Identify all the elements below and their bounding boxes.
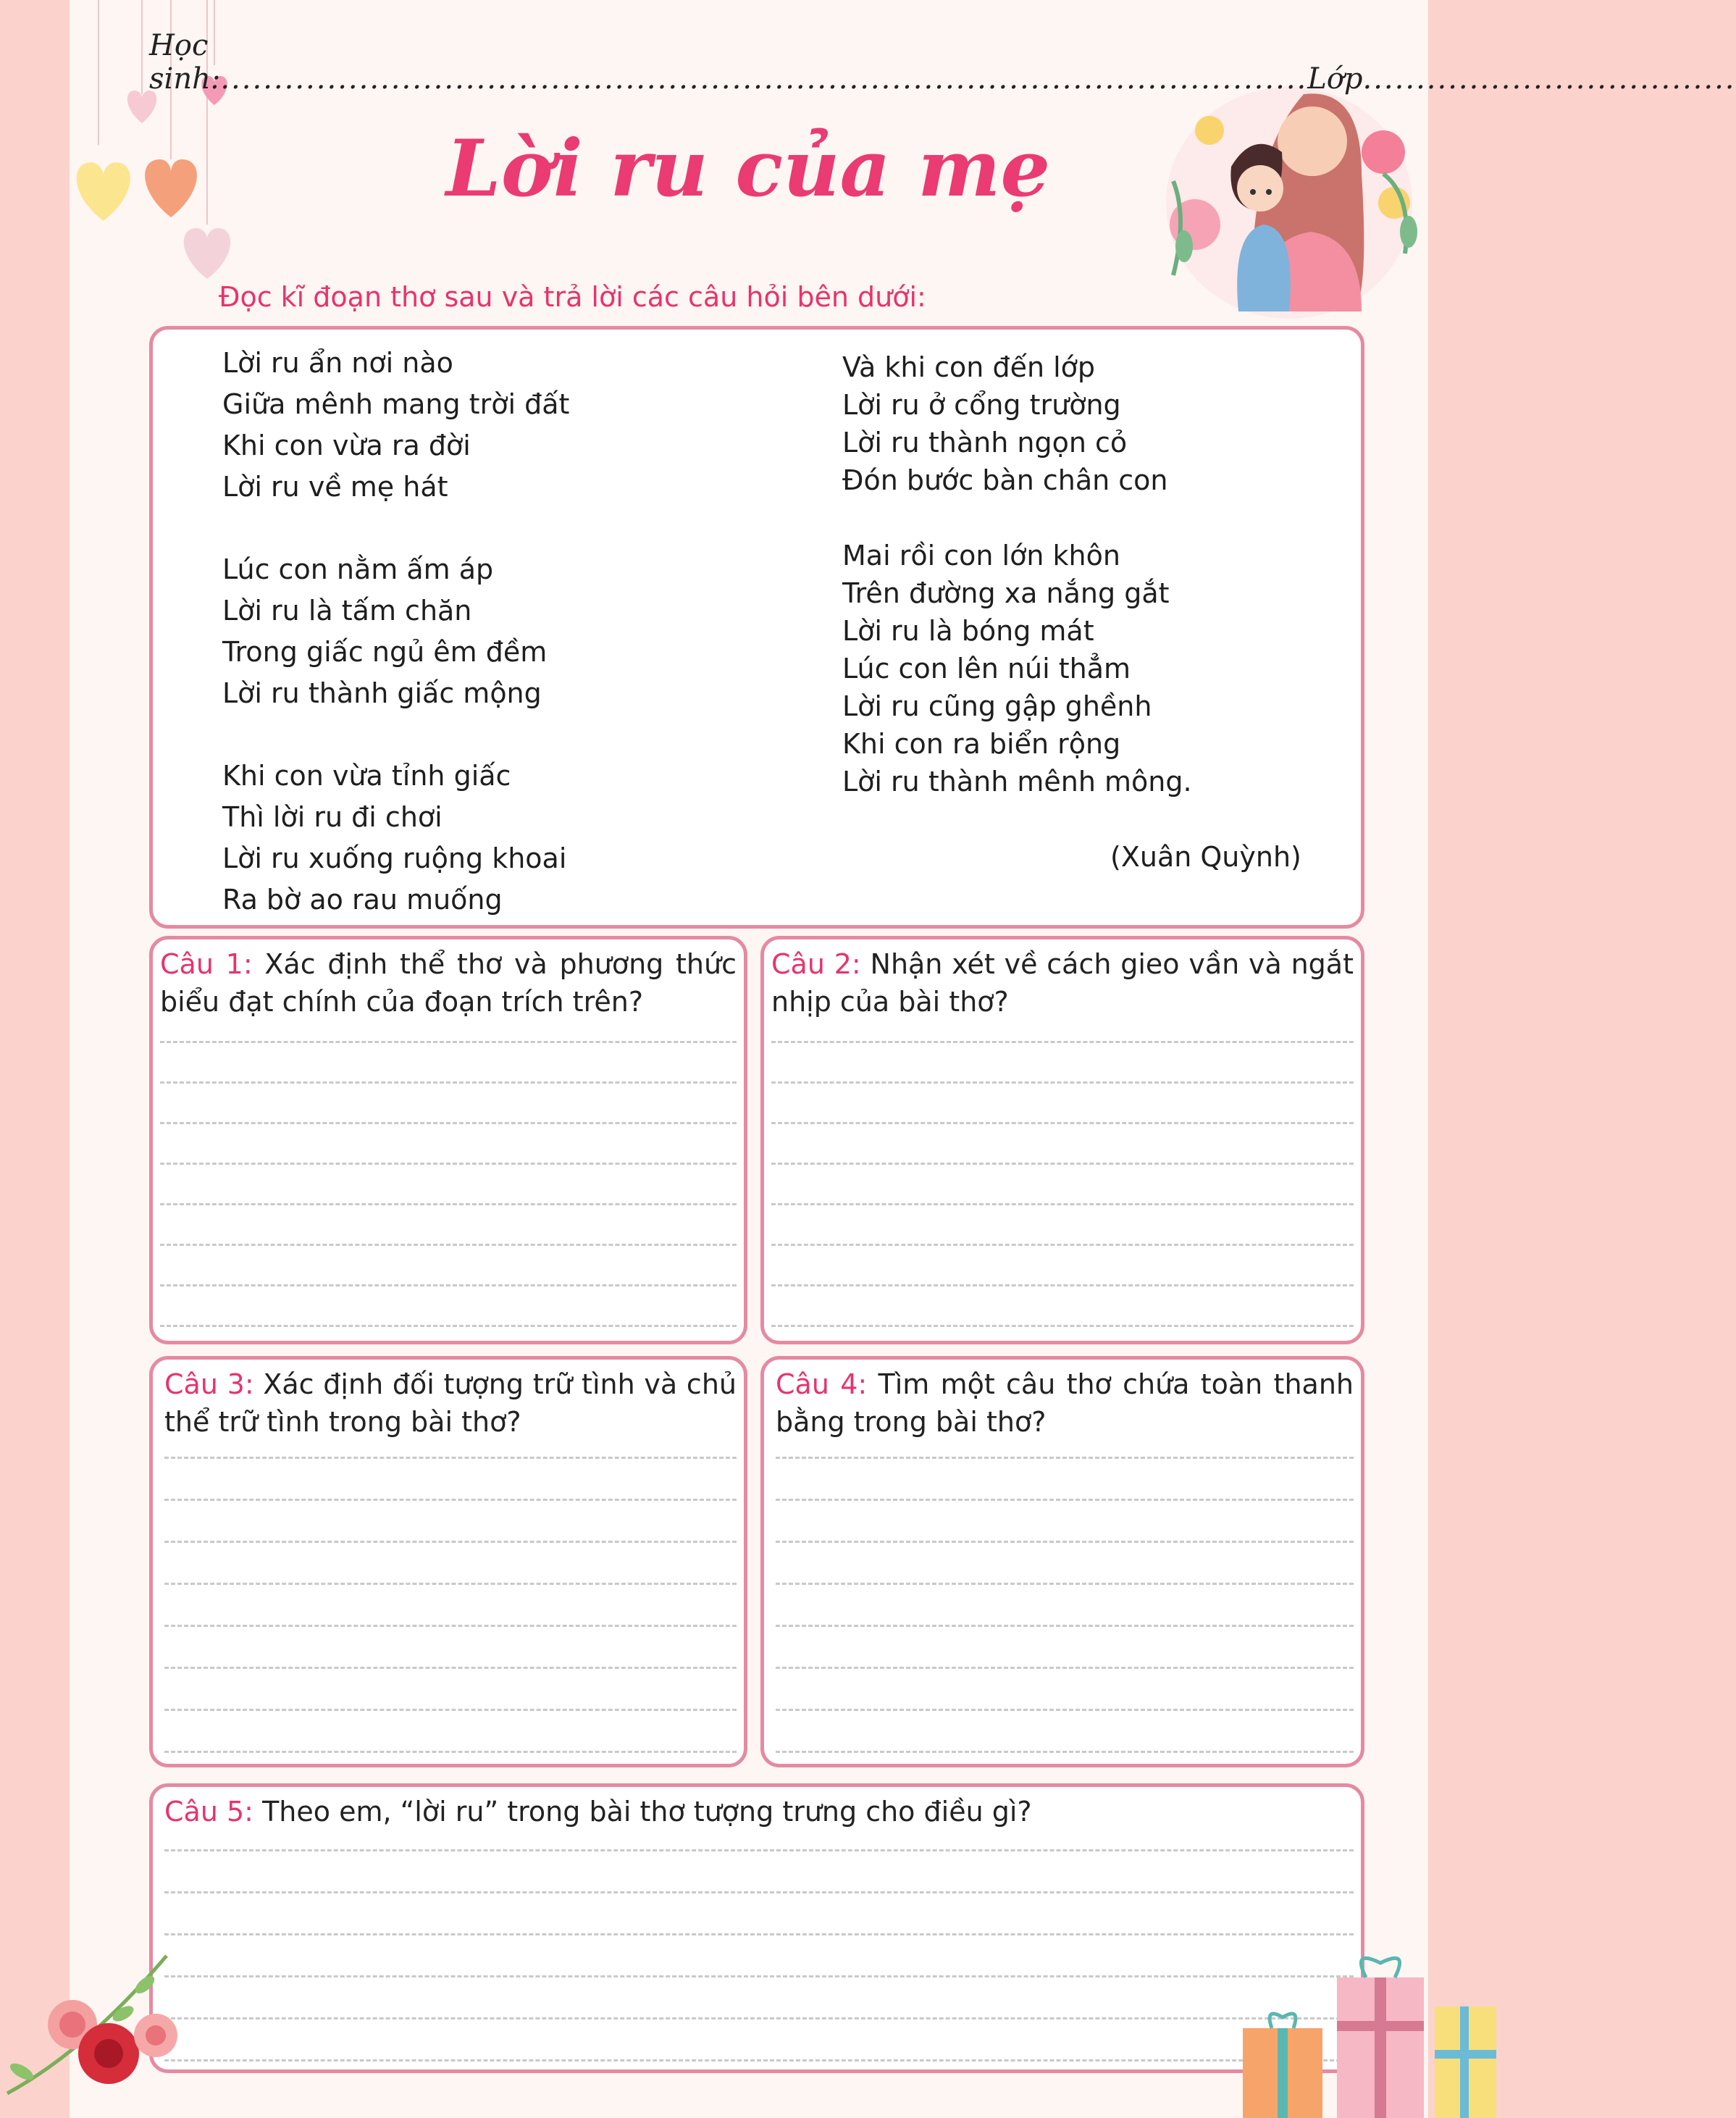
poem-line: Lời ru ở cổng trường [842, 389, 1121, 421]
poem-line: Trên đường xa nắng gắt [842, 577, 1170, 609]
answer-lines[interactable] [160, 1041, 737, 1331]
poem-line: Mai rồi con lớn khôn [842, 540, 1120, 572]
flower-decoration [0, 1949, 217, 2118]
poem-line: Lời ru về mẹ hát [222, 471, 448, 503]
question-prompt: Nhận xét về cách gieo vần và ngắt nhịp của bài thơ? [771, 948, 1354, 1018]
student-name-field[interactable]: ...................................................................................................... [220, 62, 1308, 96]
heart-icon [184, 228, 230, 279]
page-title: Lời ru của mẹ [445, 123, 1051, 214]
question-label: Câu 3: [164, 1368, 254, 1400]
class-field[interactable]: ................................... [1362, 62, 1736, 96]
poem-line: Lời ru thành giấc mộng [222, 677, 542, 709]
poem-line: Lúc con lên núi thẳm [842, 653, 1131, 685]
poem-line: Khi con vừa ra đời [222, 430, 471, 461]
student-info-line [149, 29, 1736, 96]
poem-line: Và khi con đến lớp [842, 351, 1096, 383]
poem-stanza [222, 549, 569, 714]
gift-boxes-decoration [1243, 1949, 1496, 2118]
poem-line: Giữa mênh mang trời đất [222, 388, 570, 420]
question-box-1 [149, 936, 747, 1344]
poem-stanza [222, 755, 569, 921]
student-label: Học sinh: [149, 29, 221, 96]
question-prompt: Xác định đối tượng trữ tình và chủ thể trữ tình trong bài thơ? [164, 1368, 737, 1438]
question-label: Câu 5: [164, 1796, 253, 1828]
poem-stanza [842, 348, 1301, 499]
poem-line: Ra bờ ao rau muống [222, 884, 503, 916]
poem-author: (Xuân Quỳnh) [1110, 841, 1301, 873]
poem-line: Thì lời ru đi chơi [222, 801, 443, 833]
poem-line: Trong giấc ngủ êm đềm [222, 636, 548, 668]
poem-line: Lời ru cũng gập ghềnh [842, 690, 1152, 722]
poem-line: Đón bước bàn chân con [842, 464, 1168, 496]
answer-lines[interactable] [164, 1849, 1354, 2067]
question-text [771, 945, 1354, 1021]
poem-line: Lời ru là bóng mát [842, 615, 1094, 647]
question-label: Câu 2: [771, 948, 861, 980]
poem-line: Lời ru xuống ruộng khoai [222, 842, 567, 874]
answer-lines[interactable] [164, 1457, 737, 1754]
poem-line: Lời ru thành ngọn cỏ [842, 427, 1128, 459]
poem-line: Lời ru ẩn nơi nào [222, 347, 453, 379]
question-text [776, 1365, 1354, 1441]
poem-stanza [842, 537, 1301, 800]
question-box-4 [760, 1356, 1364, 1767]
poem-line: Khi con ra biển rộng [842, 728, 1121, 760]
question-label: Câu 1: [160, 948, 253, 980]
question-text [164, 1793, 1354, 1830]
question-prompt: Xác định thể thơ và phương thức biểu đạt chính của đoạn trích trên? [160, 948, 737, 1018]
poem-line: Lời ru là tấm chăn [222, 595, 472, 627]
poem-stanza [222, 343, 569, 508]
poem-right-column [842, 348, 1301, 876]
poem-box [149, 326, 1364, 929]
poem-line: Khi con vừa tỉnh giấc [222, 760, 511, 792]
instruction-text: Đọc kĩ đoạn thơ sau và trả lời các câu hỏi bên dưới: [219, 281, 926, 313]
answer-lines[interactable] [771, 1041, 1354, 1331]
question-prompt: Tìm một câu thơ chứa toàn thanh bằng trong bài thơ? [776, 1368, 1354, 1438]
question-box-5 [149, 1783, 1364, 2073]
poem-line: Lời ru thành mênh mông. [842, 766, 1192, 798]
question-box-3 [149, 1356, 747, 1767]
question-text [160, 945, 737, 1021]
question-prompt: Theo em, “lời ru” trong bài thơ tượng trưng cho điều gì? [262, 1796, 1032, 1828]
poem-line: Lúc con nằm ấm áp [222, 553, 494, 585]
answer-lines[interactable] [776, 1457, 1354, 1754]
class-label: Lớp [1307, 62, 1363, 96]
question-box-2 [760, 936, 1364, 1344]
poem-left-column [222, 343, 569, 921]
question-text [164, 1365, 737, 1441]
question-label: Câu 4: [776, 1368, 868, 1400]
